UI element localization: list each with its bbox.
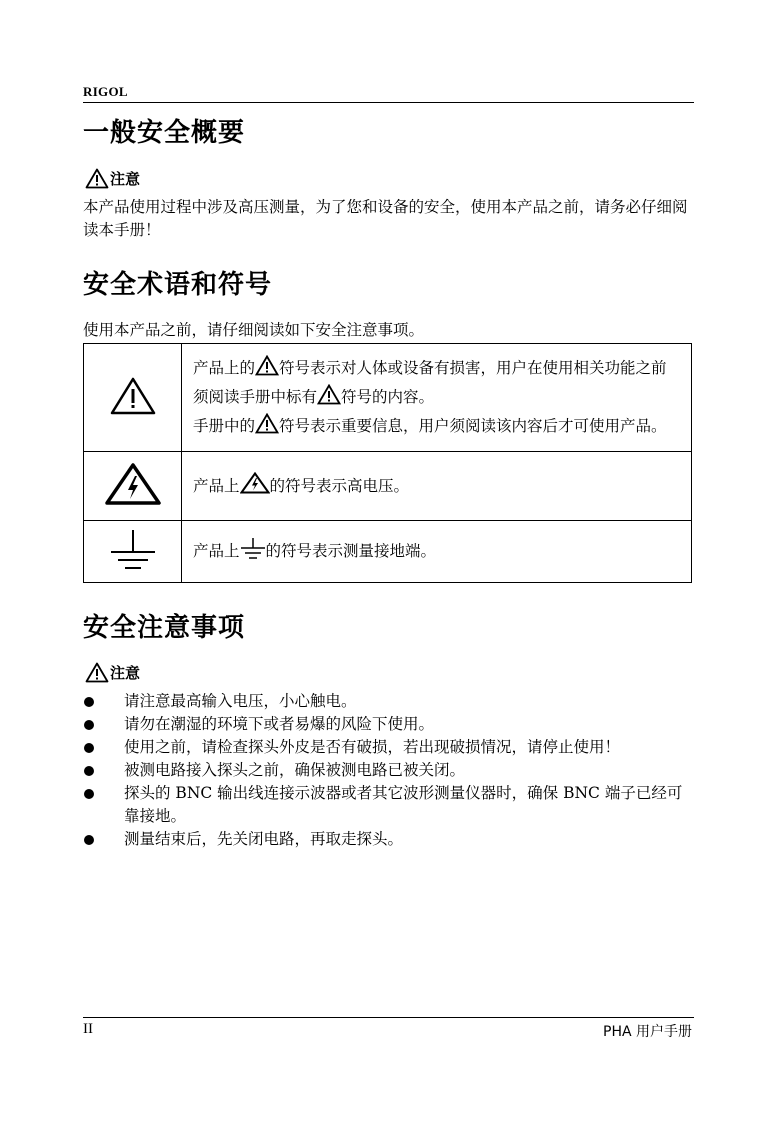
list-item [83, 713, 693, 736]
section-title-safety-notes: 安全注意事项 [83, 613, 246, 643]
note-label: 注意 [110, 664, 141, 682]
bullet-icon [84, 720, 94, 730]
row-text: 的符号表示测量接地端。 [265, 542, 437, 560]
section-title-terms-symbols: 安全术语和符号 [83, 270, 273, 300]
row-text: 符号的内容。 [341, 388, 435, 406]
table-icon-cell [84, 521, 182, 583]
symbols-table [83, 343, 692, 583]
row-text: 手册中的 [193, 417, 256, 435]
page-number: II [83, 1021, 93, 1037]
note-heading [85, 168, 140, 189]
warning-triangle-icon [255, 413, 279, 434]
table-desc-cell [182, 521, 692, 583]
list-item-text: 测量结束后，先关闭电路，再取走探头。 [124, 830, 404, 848]
symbols-intro-text: 使用本产品之前，请仔细阅读如下安全注意事项。 [83, 321, 425, 339]
section-title-general-safety: 一般安全概要 [83, 118, 246, 148]
row-text: 产品上 [193, 542, 240, 560]
list-item-text: 被测电路接入探头之前，确保被测电路已被关闭。 [124, 761, 466, 779]
table-desc-cell [182, 452, 692, 521]
warning-triangle-icon [85, 662, 109, 683]
row-text: 符号表示重要信息，用户须阅读该内容后才可使用产品。 [279, 417, 667, 435]
list-item-text: 请勿在潮湿的环境下或者易爆的风险下使用。 [124, 715, 435, 733]
list-item [83, 690, 693, 713]
row-text: 产品上的 [193, 359, 256, 377]
row-text: 的符号表示高电压。 [269, 476, 410, 495]
list-item-text: 使用之前，请检查探头外皮是否有破损，若出现破损情况，请停止使用！ [124, 738, 621, 756]
warning-triangle-icon [255, 355, 279, 376]
table-desc-cell [182, 344, 692, 452]
bullet-icon [84, 789, 94, 799]
table-row [84, 344, 692, 452]
table-icon-cell [84, 452, 182, 521]
bullet-icon [84, 697, 94, 707]
list-item-text: 请注意最高输入电压，小心触电。 [124, 692, 357, 710]
note-label: 注意 [110, 170, 141, 188]
warning-triangle-icon [317, 384, 341, 405]
bullet-icon [84, 766, 94, 776]
bullet-icon [84, 743, 94, 753]
header-divider [83, 102, 694, 103]
list-item [83, 736, 693, 759]
warning-triangle-icon [85, 168, 109, 189]
list-item [83, 828, 693, 851]
list-item [83, 759, 693, 782]
safety-notes-list [83, 690, 693, 851]
table-row [84, 521, 692, 583]
table-row [84, 452, 692, 521]
manual-title: PHA 用户手册 [603, 1024, 692, 1040]
high-voltage-icon [240, 472, 270, 494]
high-voltage-icon [104, 462, 162, 506]
brand-logo-text: RIGOL [83, 84, 128, 99]
bullet-icon [84, 835, 94, 845]
row-text: 符号表示对人体或设备有损害，用户在使用相关功能之前须阅读手册中标有 [193, 359, 667, 406]
table-icon-cell [84, 344, 182, 452]
warning-triangle-icon [110, 377, 156, 415]
ground-icon [240, 537, 266, 559]
ground-icon [108, 528, 158, 572]
safety-summary-text: 本产品使用过程中涉及高压测量，为了您和设备的安全，使用本产品之前，请务必仔细阅读本手册！ [83, 198, 688, 239]
note-heading [85, 662, 140, 683]
list-item [83, 782, 693, 828]
list-item-text: 探头的 BNC 输出线连接示波器或者其它波形测量仪器时，确保 BNC 端子已经可靠接地。 [124, 784, 683, 825]
row-text: 产品上 [193, 476, 240, 495]
footer-divider [83, 1017, 694, 1018]
